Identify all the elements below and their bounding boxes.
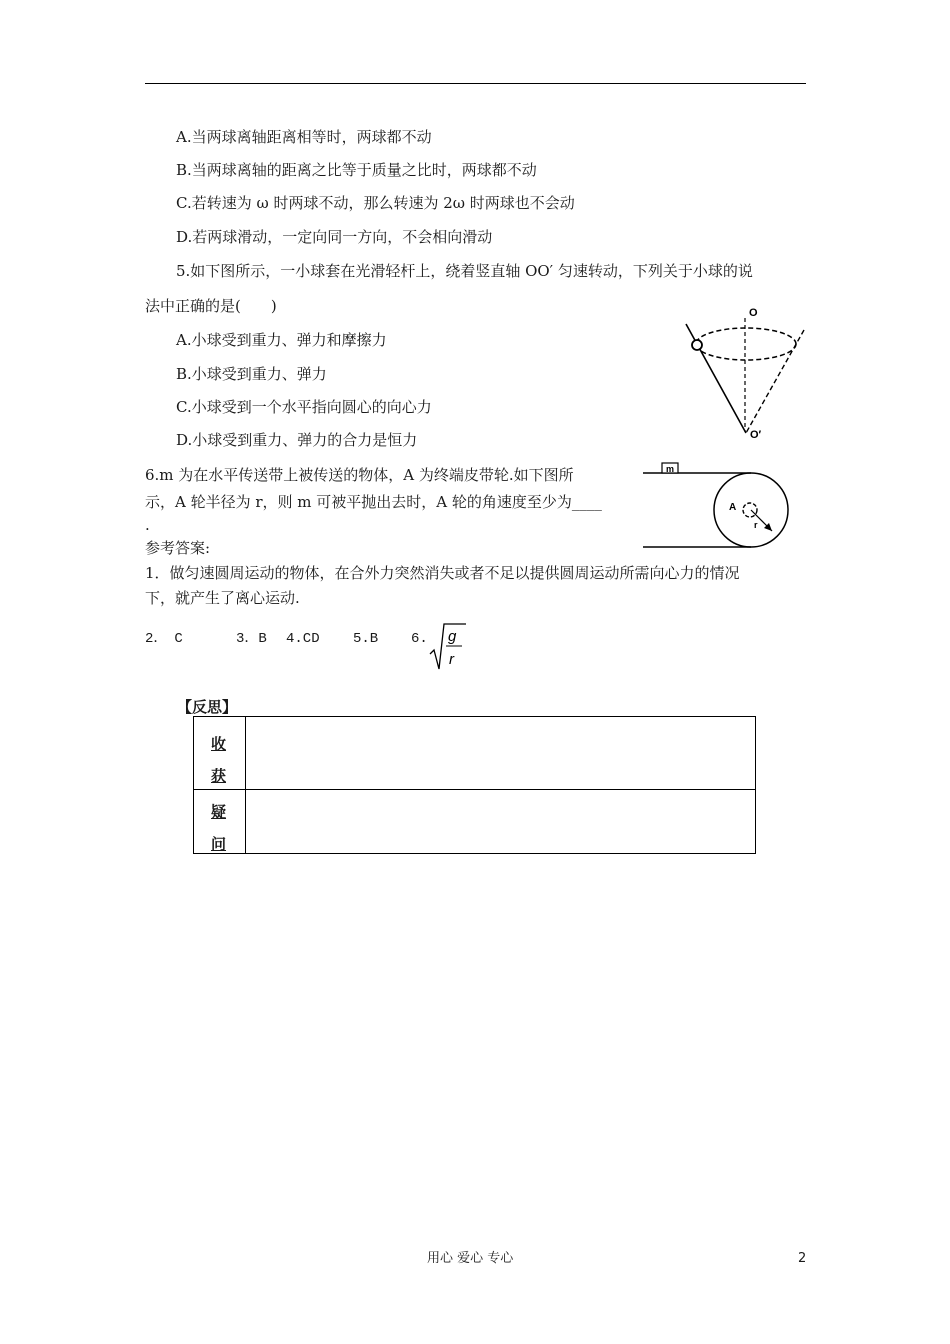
- reflection-heading: 【反思】: [177, 698, 238, 716]
- cone-figure: [680, 300, 810, 445]
- answer-1-line2: 下，就产生了离心运动.: [145, 589, 300, 607]
- q5-option-c: C.小球受到一个水平指向圆心的向心力: [176, 398, 432, 416]
- rotation-circle: [696, 328, 796, 360]
- pulley-center: [743, 503, 757, 517]
- answer-4: 4.CD: [286, 631, 320, 647]
- q5-stem-line2: 法中正确的是( ): [145, 297, 277, 315]
- q4-option-c: C.若转速为 ω 时两球不动，那么转速为 2ω 时两球也不会动: [176, 194, 575, 212]
- q5-option-d: D.小球受到重力、弹力的合力是恒力: [176, 431, 418, 449]
- label-o-prime: O′: [750, 429, 762, 441]
- row1-char2: 获: [211, 767, 227, 785]
- q4-option-b: B.当两球离轴的距离之比等于质量之比时，两球都不动: [176, 161, 537, 179]
- label-a: A: [729, 502, 737, 513]
- sqrt-formula: [428, 622, 468, 672]
- q4-option-d: D.若两球滑动，一定向同一方向，不会相向滑动: [176, 228, 493, 246]
- row2-char2: 问: [211, 835, 227, 853]
- answer-5: 5.B: [353, 631, 379, 647]
- q4-option-a: A.当两球离轴距离相等时，两球都不动: [176, 128, 432, 146]
- label-o: O: [749, 307, 758, 319]
- q6-line3: .: [145, 516, 150, 534]
- q5-option-b: B.小球受到重力、弹力: [176, 365, 327, 383]
- belt-figure: [640, 458, 800, 554]
- header-rule: [145, 83, 806, 84]
- table-divider-vertical: [245, 717, 246, 853]
- label-r: r: [754, 520, 758, 530]
- answer-6: 6.: [411, 631, 428, 647]
- answer-3: 3．B: [236, 631, 267, 647]
- answer-2: 2． C: [145, 631, 183, 647]
- answers-heading: 参考答案:: [145, 539, 211, 557]
- page-number: 2: [798, 1251, 807, 1266]
- q5-stem-line1: 5.如下图所示，一小球套在光滑轻杆上，绕着竖直轴 OO′ 匀速转动，下列关于小球的说: [176, 262, 753, 280]
- table-divider-horizontal: [194, 789, 755, 790]
- answer-1-line1: 1．做匀速圆周运动的物体，在合外力突然消失或者不足以提供圆周运动所需向心力的情况: [145, 564, 740, 582]
- q6-line1: 6.m 为在水平传送带上被传送的物体，A 为终端皮带轮.如下图所: [145, 466, 574, 484]
- rod-dashed: [746, 330, 804, 433]
- row1-char1: 收: [211, 735, 227, 753]
- formula-numerator: g: [448, 628, 457, 645]
- q5-option-a: A.小球受到重力、弹力和摩擦力: [176, 331, 387, 349]
- formula-denominator: r: [449, 651, 454, 668]
- label-m: m: [666, 464, 675, 474]
- row2-char1: 疑: [211, 803, 227, 821]
- ball: [692, 340, 702, 350]
- q6-line2: 示，A 轮半径为 r，则 m 可被平抛出去时，A 轮的角速度至少为____: [145, 493, 602, 511]
- footer-slogan: 用心 爱心 专心: [427, 1251, 514, 1266]
- reflection-table: [193, 716, 756, 854]
